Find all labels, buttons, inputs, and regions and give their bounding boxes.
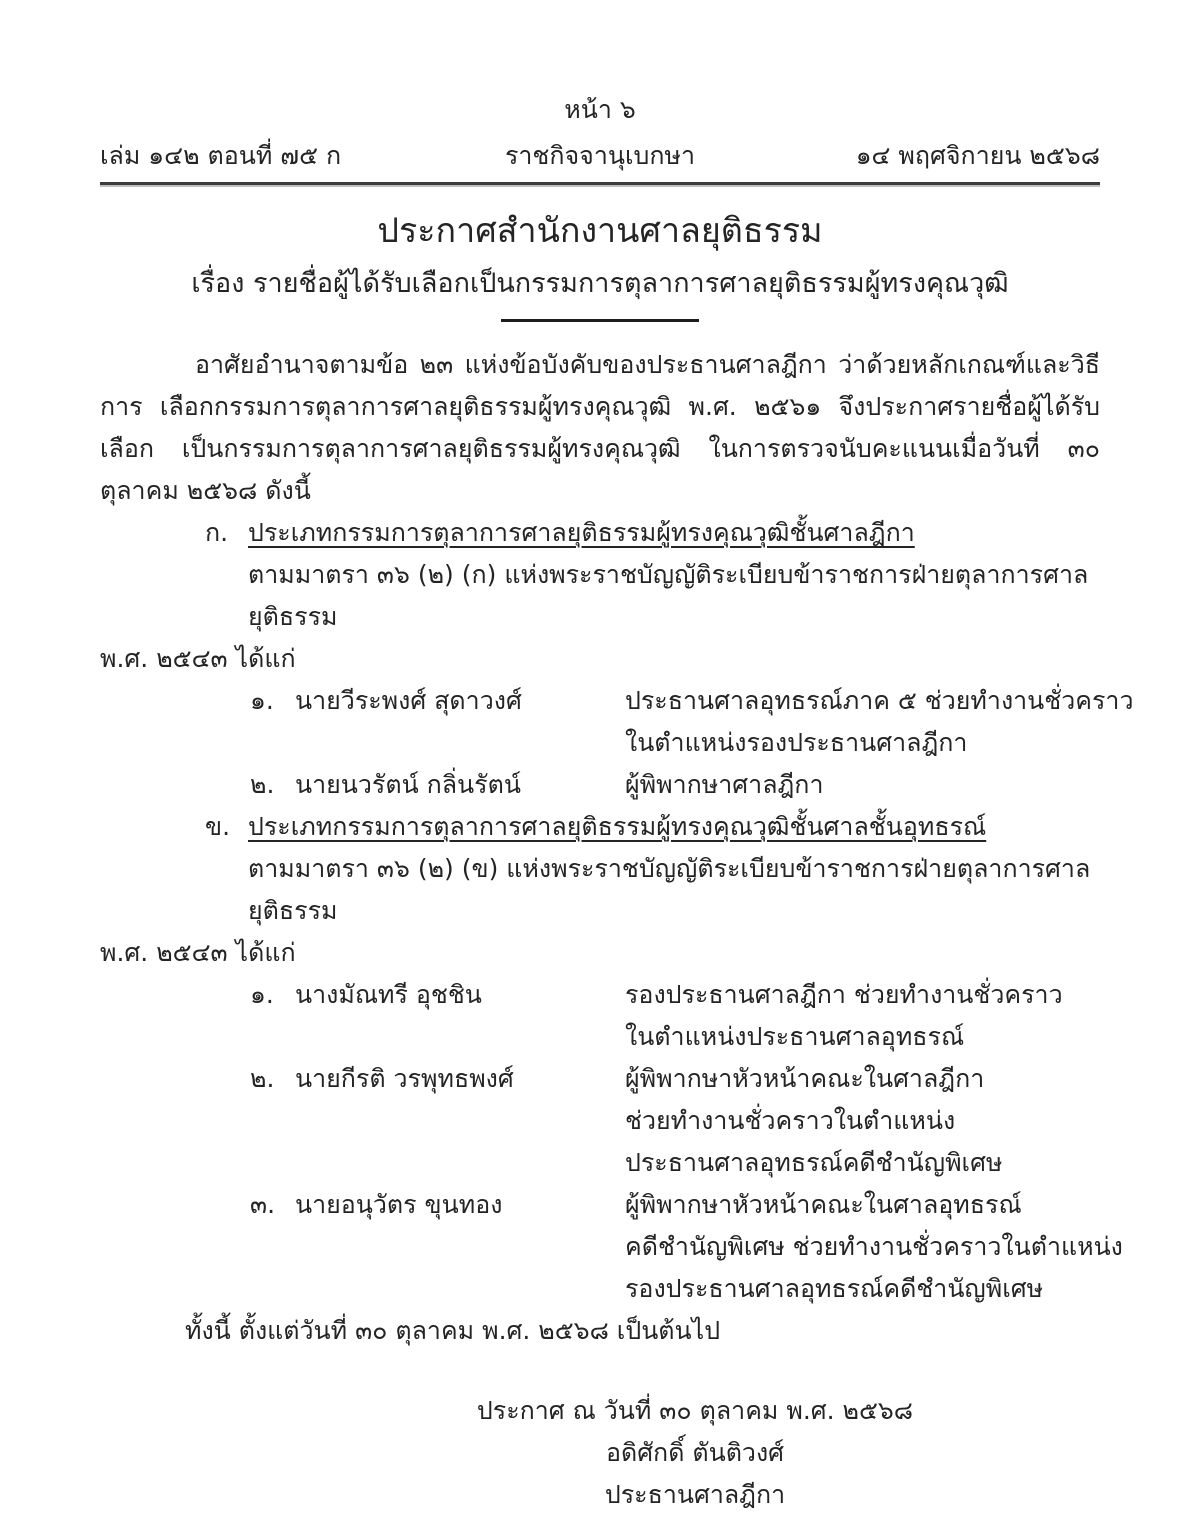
item-position [625,1184,1123,1310]
item-position [625,1058,1100,1184]
intro-paragraph: อาศัยอำนาจตามข้อ ๒๓ แห่งข้อบังคับของประธานศาลฎีกา ว่าด้วยหลักเกณฑ์และวิธีการ เลือกกรรมการตุลาการศาลยุติธรรมผู้ทรงคุณวุฒิ พ.ศ. ๒๕๖๑ จึงประกาศรายชื่อผู้ได้รับเลือก เป็นกรรมการตุลาการศาลยุติธรรมผู้ทรงคุณวุฒิ ในการตรวจนับคะแนนเมื่อวันที่ ๓๐ ตุลาคม ๒๕๖๘ ดังนี้ [100,350,1100,505]
position-line: ในตำแหน่งรองประธานศาลฎีกา [625,728,968,757]
list-item [250,1184,1123,1310]
signature-block [395,1390,995,1516]
position-line: ในตำแหน่งประธานศาลอุทธรณ์ [625,1022,965,1051]
list-item [250,1058,1100,1184]
item-number: ๓. [250,1190,276,1219]
subject-divider [501,319,699,322]
section-b-basis-line1: ตามมาตรา ๓๖ (๒) (ข) แห่งพระราชบัญญัติระเบียบข้าราชการฝ่ายตุลาการศาลยุติธรรม [248,854,1091,925]
item-number: ๒. [250,1064,275,1093]
section-b-basis-line2: พ.ศ. ๒๕๔๓ ได้แก่ [100,938,296,967]
item-number: ๒. [250,770,275,799]
item-name: นายนวรัตน์ กลิ่นรัตน์ [295,770,521,799]
document-body [100,344,1134,1352]
document-subject: เรื่อง รายชื่อผู้ได้รับเลือกเป็นกรรมการตุลาการศาลยุติธรรมผู้ทรงคุณวุฒิ [191,268,1009,299]
item-name: นางมัณทรี อุชชิน [295,980,482,1009]
section-a-title: ประเภทกรรมการตุลาการศาลยุติธรรมผู้ทรงคุณวุฒิชั้นศาลฎีกา [248,518,915,547]
item-position [625,974,1100,1058]
item-position [625,680,1134,764]
effective-date-line: ทั้งนี้ ตั้งแต่วันที่ ๓๐ ตุลาคม พ.ศ. ๒๕๖๘ เป็นต้นไป [185,1316,721,1345]
item-name: นายกีรติ วรพุทธพงศ์ [295,1064,514,1093]
position-line: ผู้พิพากษาหัวหน้าคณะในศาลอุทธรณ์ [625,1190,1022,1219]
item-position [625,764,1100,806]
item-name: นายอนุวัตร ขุนทอง [295,1190,503,1219]
item-number: ๑. [250,686,274,715]
volume-part-label: เล่ม ๑๔๒ ตอนที่ ๗๕ ก [100,141,342,170]
list-item [250,680,1134,764]
announcement-date-line: ประกาศ ณ วันที่ ๓๐ ตุลาคม พ.ศ. ๒๕๖๘ [476,1396,914,1425]
page-number: หน้า ๖ [564,95,636,124]
section-b-title: ประเภทกรรมการตุลาการศาลยุติธรรมผู้ทรงคุณวุฒิชั้นศาลชั้นอุทธรณ์ [248,812,987,841]
signatory-title: ประธานศาลฎีกา [604,1480,786,1509]
position-line: ประธานศาลอุทธรณ์คดีชำนัญพิเศษ [625,1148,1003,1177]
section-a-label: ก. [205,518,229,547]
section-a-basis-line1: ตามมาตรา ๓๖ (๒) (ก) แห่งพระราชบัญญัติระเบียบข้าราชการฝ่ายตุลาการศาลยุติธรรม [248,560,1089,631]
position-line: ช่วยทำงานชั่วคราวในตำแหน่ง [625,1106,956,1135]
position-line: ประธานศาลอุทธรณ์ภาค ๕ ช่วยทำงานชั่วคราว [625,686,1134,715]
gazette-date: ๑๔ พฤศจิกายน ๒๕๖๘ [855,141,1100,170]
section-b-label: ข. [205,812,231,841]
document-title: ประกาศสำนักงานศาลยุติธรรม [377,211,823,251]
position-line: รองประธานศาลอุทธรณ์คดีชำนัญพิเศษ [625,1274,1044,1303]
position-line: รองประธานศาลฎีกา ช่วยทำงานชั่วคราว [625,980,1063,1009]
section-a-basis-line2: พ.ศ. ๒๕๔๓ ได้แก่ [100,644,296,673]
list-item [250,764,1100,806]
position-line: คดีชำนัญพิเศษ ช่วยทำงานชั่วคราวในตำแหน่ง [625,1232,1123,1261]
list-item [250,974,1100,1058]
gazette-header-row [100,138,1100,174]
position-line: ผู้พิพากษาศาลฎีกา [625,770,824,799]
signatory-name: อดิศักดิ์ ตันติวงศ์ [605,1438,785,1467]
item-number: ๑. [250,980,274,1009]
section-a-heading [205,512,1100,554]
header-divider [100,182,1100,185]
gazette-name: ราชกิจจานุเบกษา [504,141,696,170]
section-b-heading [205,806,1100,848]
position-line: ผู้พิพากษาหัวหน้าคณะในศาลฎีกา [625,1064,985,1093]
item-name: นายวีระพงศ์ สุดาวงศ์ [295,686,522,715]
